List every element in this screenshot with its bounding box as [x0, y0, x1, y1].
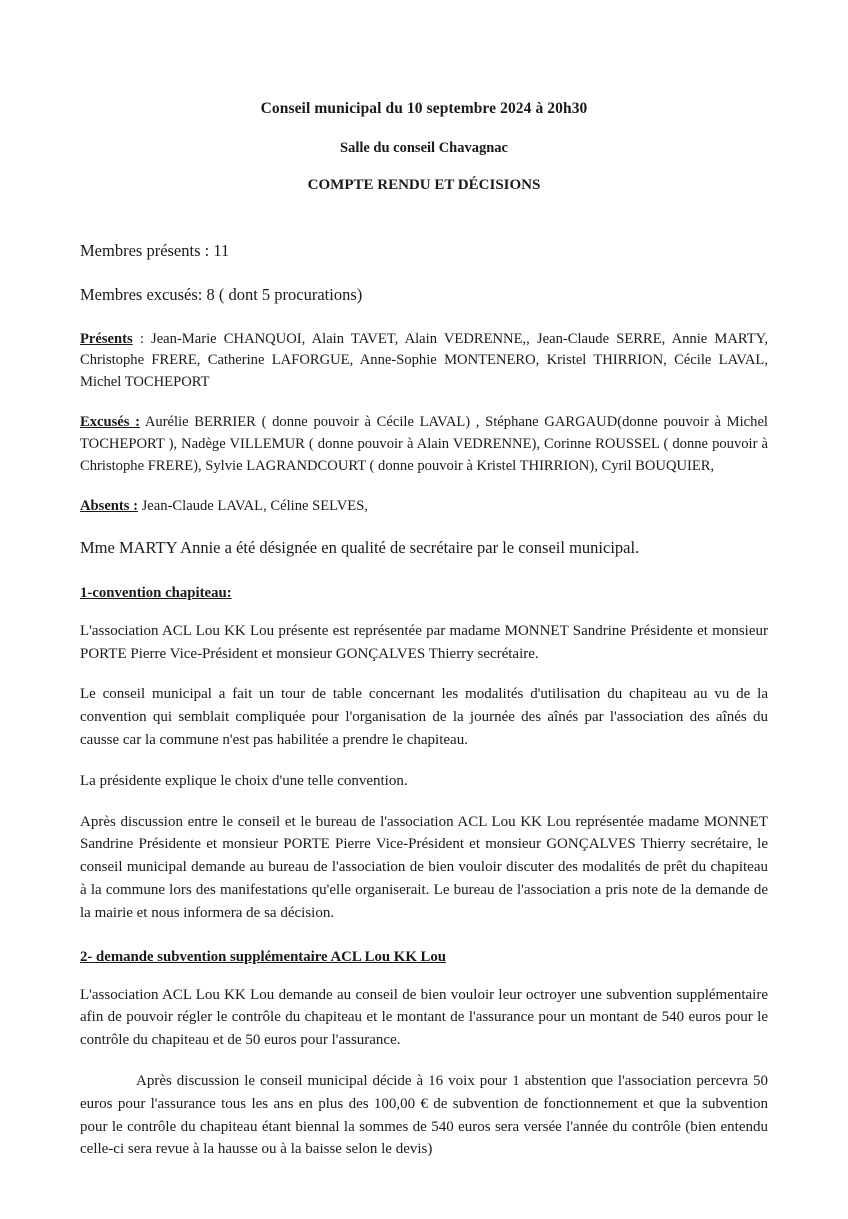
present-members-paragraph — [80, 329, 768, 395]
section-2-paragraph-2: Après discussion le conseil municipal décide à 16 voix pour 1 abstention que l'association percevra 50 euros pour l'assurance tous les ans en plus des 100,00 € de subvention de fonctionnement et que la subvention pour le contrôle du chapiteau étant biennal la sommes de 540 euros sera versée l'année du contrôle (bien entendu celle-ci sera revue à la hausse ou à la baisse selon le devis) — [80, 1073, 768, 1158]
section-heading-2: 2- demande subvention supplémentaire ACL Lou KK Lou — [80, 948, 447, 965]
absent-label: Absents : — [80, 497, 138, 514]
document-subsubtitle: COMPTE RENDU ET DÉCISIONS — [307, 177, 541, 193]
document-title: Conseil municipal du 10 septembre 2024 à 20h30 — [260, 100, 588, 117]
members-excused-count: Membres excusés: 8 ( dont 5 procurations) — [80, 285, 363, 305]
absent-list: Jean-Claude LAVAL, Céline SELVES, — [137, 497, 368, 514]
present-label: Présents — [80, 330, 133, 347]
section-heading-1: 1-convention chapiteau: — [80, 584, 232, 601]
excused-members-paragraph — [80, 412, 768, 478]
section-1-paragraph-2: Le conseil municipal a fait un tour de table concernant les modalités d'utilisation du chapiteau au vu de la convention qui semblait compliquée pour l'organisation de la journée des aînés par l'association des aînés du causse car la commune n'est pas habilitée a prendre le chapiteau. — [80, 686, 768, 749]
section-2-paragraph-1: L'association ACL Lou KK Lou demande au conseil de bien vouloir leur octroyer une subvention supplémentaire afin de pouvoir régler le contrôle du chapiteau et le montant de l'assurance pour un montant de 540 euros pour le contrôle du chapiteau et de 50 euros pour l'assurance. — [80, 986, 768, 1049]
section-1-paragraph-3: La présidente explique le choix d'une telle convention. — [80, 772, 408, 789]
secretary-designation: Mme MARTY Annie a été désignée en qualité de secrétaire par le conseil municipal. — [80, 537, 640, 557]
document-subtitle: Salle du conseil Chavagnac — [340, 140, 508, 156]
section-1-paragraph-4: Après discussion entre le conseil et le bureau de l'association ACL Lou KK Lou représentée madame MONNET Sandrine Présidente et monsieur PORTE Pierre Vice-Président et monsieur GONÇALVES Thierry secrétaire, le conseil municipal demande au bureau de l'association de bien vouloir discuter des modalités de prêt du chapiteau à la commune lors des manifestations qu'elle organiserait. Le bureau de l'association a pris note de la demande de la mairie et nous informera de sa décision. — [80, 813, 768, 921]
members-present-count: Membres présents : 11 — [80, 241, 230, 260]
section-1-paragraph-1: L'association ACL Lou KK Lou présente est représentée par madame MONNET Sandrine Présidente et monsieur PORTE Pierre Vice-Président et monsieur GONÇALVES Thierry secrétaire. — [80, 622, 768, 662]
absent-members-paragraph — [80, 496, 768, 518]
excused-list: Aurélie BERRIER ( donne pouvoir à Cécile LAVAL) , Stéphane GARGAUD(donne pouvoir à Michel TOCHEPORT ), Nadège VILLEMUR ( donne pouvoir à Alain VEDRENNE), Corinne ROUSSEL ( donne pouvoir à Christophe FRERE), Sylvie LAGRANDCOURT ( donne pouvoir à Kristel THIRRION), Cyril BOUQUIER, — [80, 414, 768, 474]
present-list: : Jean-Marie CHANQUOI, Alain TAVET, Alain VEDRENNE,, Jean-Claude SERRE, Annie MARTY, Christophe FRERE, Catherine LAFORGUE, Anne-Sophie MONTENERO, Kristel THIRRION, Cécile LAVAL, Michel TOCHEPORT — [80, 330, 768, 391]
excused-label: Excusés : — [80, 414, 140, 431]
